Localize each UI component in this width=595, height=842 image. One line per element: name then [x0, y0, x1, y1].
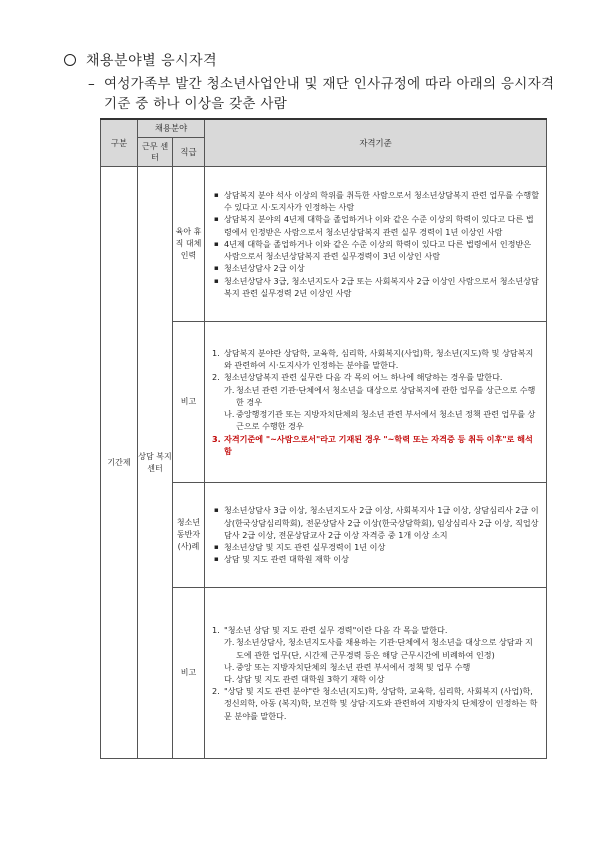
position-cell-childcare-replacement: 육아 휴직 대체 인력 [173, 167, 205, 322]
list-item: ▪ 청소년상담사 3급 이상, 청소년지도사 2급 이상, 사회복지사 1급 이상, 상담심리사 2급 이상(한국상담심리학회), 전문상담사 2급 이상(한국상담학회), 임상심리사 2급 이상, 직업상담사 2급 이상, 전문상담교사 2급 이상 자격증 중 1개 이상 소지 [214, 504, 540, 541]
criteria-cell-remarks-2 [205, 588, 547, 759]
criteria-cell-youth-companion [205, 483, 547, 588]
list-item: 2. "상담 및 지도 관련 분야"란 청소년(지도)학, 상담학, 교육학, 심리학, 사회복지 (사업)학, 정신의학, 아동 (복지)학, 보건학 및 상담·지도와 관련하여 지방자치 단체장이 인정하는 학문 분야를 말한다. [212, 686, 538, 721]
subheading-text: 여성가족부 발간 청소년사업안내 및 재단 인사규정에 따라 아래의 응시자격 기준 중 하나 이상을 갖춘 사람 [104, 76, 555, 112]
list-item: ▪ 상담복지 분야의 4년제 대학을 졸업하거나 이와 같은 수준 이상의 학력이 있다고 다른 법령에서 인정받은 사람으로서 청소년상담복지 관련 실무 경력이 1년 이상인 사람 [214, 213, 540, 237]
list-item: ▪ 4년제 대학을 졸업하거나 이와 같은 수준 이상의 학력이 있다고 다른 법령에서 인정받은 사람으로서 청소년상담복지 관련 실무경력이 3년 이상인 사람 [214, 238, 540, 262]
list-item: 가. 청소년 관련 기관·단체에서 청소년을 대상으로 상담복지에 관한 업무를 상근으로 수행한 경우 [224, 384, 536, 407]
list-item: ▪ 청소년상담사 3급, 청소년지도사 2급 또는 사회복지사 2급 이상인 사람으로서 청소년상담복지 관련 실무경력 2년 이상인 사람 [214, 275, 540, 299]
list-item: ▪ 청소년상담 및 지도 관련 실무경력이 1년 이상 [214, 541, 540, 553]
criteria-bullet-list [205, 500, 546, 569]
header-criteria: 자격기준 [205, 119, 547, 167]
position-cell-remarks-1: 비고 [173, 322, 205, 483]
list-item: 1. 상담복지 분야란 상담학, 교육학, 심리학, 사회복지(사업)학, 청소년(지도)학 및 상담복지와 관련하여 시·도지사가 인정하는 분야를 말한다. [212, 348, 534, 371]
list-item: ▪ 상담 및 지도 관련 대학원 재학 이상 [214, 553, 540, 565]
list-item: 2. 청소년상담복지 관련 실무란 다음 각 목의 어느 하나에 해당하는 경우를 말한다. [212, 372, 503, 383]
list-item: 다. 상담 및 지도 관련 대학원 3학기 재학 이상 [224, 674, 385, 684]
dash-bullet: – [88, 76, 96, 92]
position-cell-remarks-2: 비고 [173, 588, 205, 759]
hollow-circle-bullet-icon [64, 54, 76, 66]
header-field: 채용분야 [138, 119, 205, 138]
list-item: 나. 중앙 또는 지방자치단체의 청소년 관련 부서에서 정책 및 업무 수행 [224, 661, 471, 672]
header-category: 구분 [101, 119, 138, 167]
qualification-table [100, 118, 547, 759]
category-cell: 기간제 [101, 167, 138, 759]
list-item: 1. "청소년 상담 및 지도 관련 실무 경력"이란 다음 각 목을 말한다. [212, 625, 448, 636]
center-cell: 상담 복지 센터 [138, 167, 173, 759]
highlighted-note: 3. 자격기준에 "~사람으로서"라고 기재된 경우 "~학력 또는 자격증 등 취득 이후"로 해석함 [212, 433, 533, 456]
position-cell-youth-companion: 청소년 동반자 (사)례 [173, 483, 205, 588]
section-heading-text: 채용분야별 응시자격 [86, 53, 218, 69]
remarks-list [205, 343, 546, 461]
header-center: 근무 센터 [138, 138, 173, 167]
list-item: 나. 중앙행정기관 또는 지방자치단체의 청소년 관련 부서에서 청소년 정책 관련 업무를 상근으로 수행한 경우 [224, 409, 536, 432]
list-item: 가. 청소년상담사, 청소년지도사를 채용하는 기관·단체에서 청소년을 대상으로 상담과 지도에 관한 업무(단, 시간제 근무경력 등은 해당 근무시간에 비례하여 인정) [224, 637, 533, 660]
criteria-cell-remarks-1 [205, 322, 547, 483]
remarks-list [205, 620, 546, 726]
section-subheading [88, 74, 558, 114]
list-item: ▪ 청소년상담사 2급 이상 [214, 262, 540, 274]
header-position: 직급 [173, 138, 205, 167]
list-item: ▪ 상담복지 분야 석사 이상의 학위를 취득한 사람으로서 청소년상담복지 관련 업무를 수행할 수 있다고 시·도지사가 인정하는 사람 [214, 189, 540, 213]
section-heading [64, 50, 217, 70]
criteria-bullet-list [205, 185, 546, 303]
criteria-cell-childcare-replacement [205, 167, 547, 322]
